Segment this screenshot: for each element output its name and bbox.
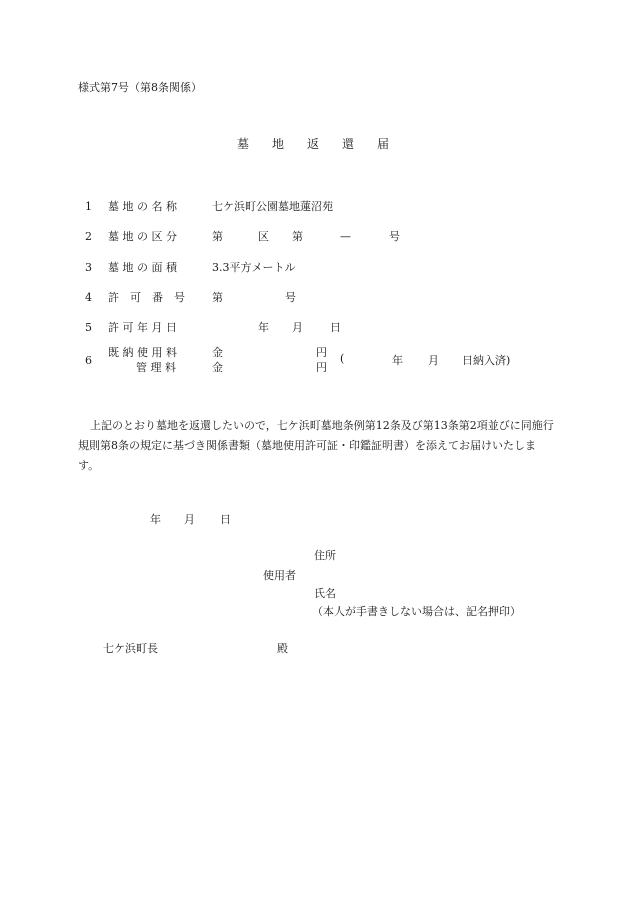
- title-char: 返: [307, 137, 320, 151]
- permit-month: 月: [292, 321, 303, 334]
- permit-year: 年: [258, 321, 269, 334]
- item-label: 許 可 年 月 日: [108, 321, 177, 334]
- item-label: 墓 地 の 面 積: [108, 261, 177, 274]
- user-label: 使用者: [263, 569, 296, 582]
- item-number: 6: [85, 354, 92, 367]
- address-label: 住所: [314, 549, 336, 562]
- division-go: 号: [389, 230, 400, 243]
- item-number: 5: [85, 321, 92, 334]
- paid-status: 日納入済): [462, 354, 511, 367]
- name-label: 氏名: [314, 587, 336, 600]
- item-label: 墓 地 の 区 分: [108, 230, 177, 243]
- title-char: 還: [342, 137, 355, 151]
- item-number: 1: [85, 200, 92, 213]
- item-label: 許 可 番 号: [108, 291, 185, 304]
- permit-dai: 第: [212, 291, 223, 304]
- paid-paren-open: (: [340, 352, 345, 365]
- paid-year: 年: [392, 354, 403, 367]
- paid-month: 月: [428, 354, 439, 367]
- submit-year: 年: [150, 513, 161, 526]
- cemetery-name: 七ケ浜町公園墓地蓮沼苑: [212, 200, 333, 213]
- cemetery-area: 3.3平方メートル: [212, 261, 296, 274]
- division-dai-2: 第: [292, 230, 303, 243]
- item-label-usage-fee: 既 納 使 用 料: [108, 346, 177, 359]
- submit-month: 月: [184, 513, 195, 526]
- item-number: 2: [85, 230, 92, 243]
- management-fee-en: 円: [316, 361, 327, 374]
- permit-day: 日: [330, 321, 341, 334]
- title-char: 届: [377, 137, 390, 151]
- body-paragraph: [78, 416, 556, 476]
- item-number: 4: [85, 291, 92, 304]
- page-title: [0, 138, 630, 152]
- signature-note: （本人が手書きしない場合は、記名押印）: [312, 605, 521, 618]
- division-ku: 区: [258, 230, 269, 243]
- form-number: 様式第7号（第8条関係）: [78, 81, 202, 94]
- title-char: 地: [272, 137, 285, 151]
- division-dash: —: [340, 230, 351, 243]
- management-fee-kin: 金: [212, 361, 223, 374]
- title-char: 墓: [237, 137, 250, 151]
- addressee-name: 七ケ浜町長: [103, 642, 158, 655]
- item-label-management-fee: 管 理 料: [136, 361, 176, 374]
- submit-day: 日: [220, 513, 231, 526]
- body-text: 上記のとおり墓地を返還したいので，七ケ浜町墓地条例第12条及び第13条第2項並びに同施行規則第8条の規定に基づき関係書類（墓地使用許可証・印鑑証明書）を添えてお届けいたします。: [78, 419, 554, 472]
- addressee-honorific: 殿: [277, 642, 288, 655]
- permit-go: 号: [285, 291, 296, 304]
- division-dai-1: 第: [212, 230, 223, 243]
- item-label: 墓 地 の 名 称: [108, 200, 177, 213]
- usage-fee-en: 円: [316, 346, 327, 359]
- usage-fee-kin: 金: [212, 346, 223, 359]
- item-number: 3: [85, 261, 92, 274]
